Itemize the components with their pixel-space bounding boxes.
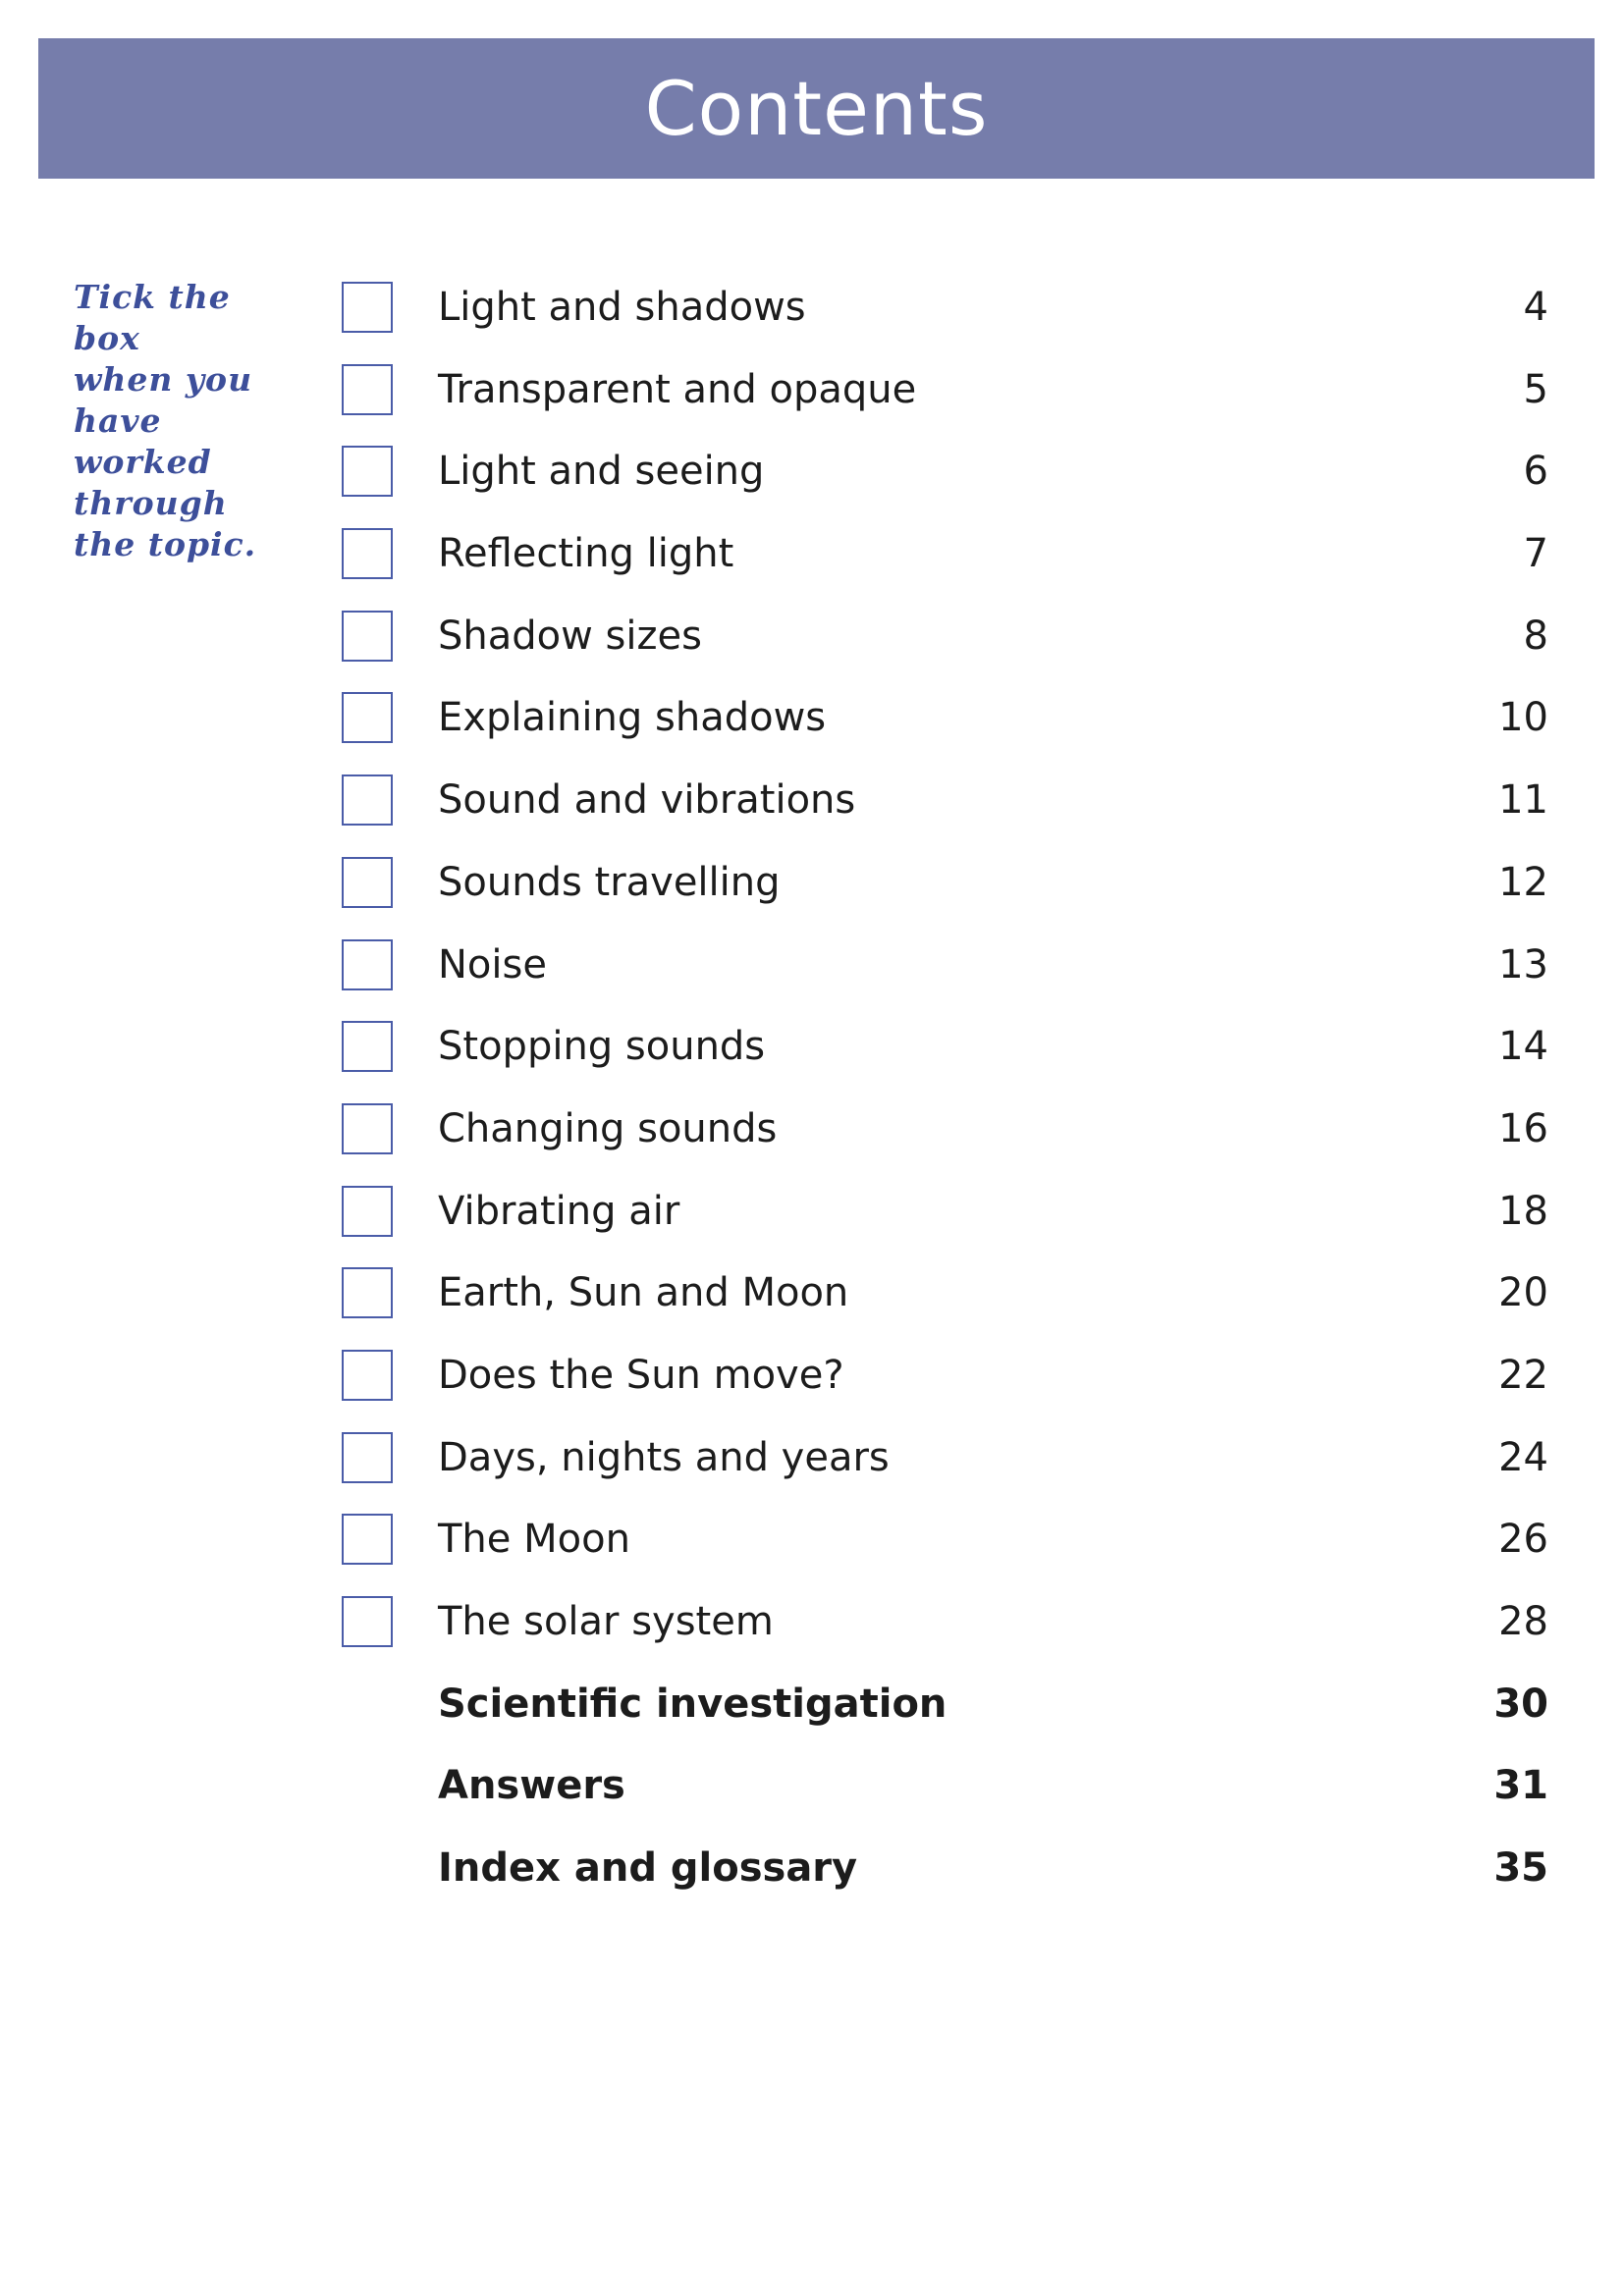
- tick-checkbox[interactable]: [342, 1021, 393, 1072]
- tick-checkbox[interactable]: [342, 446, 393, 497]
- page-number: 35: [1493, 1845, 1548, 1892]
- page-number: 22: [1498, 1352, 1548, 1398]
- topic-title: Sounds travelling: [438, 859, 781, 905]
- page-number: 11: [1498, 777, 1548, 824]
- page-number: 31: [1493, 1763, 1548, 1809]
- section-title: Scientific investigation: [438, 1681, 947, 1727]
- topic-title: Reflecting light: [438, 531, 734, 577]
- page-number: 16: [1498, 1105, 1548, 1151]
- tick-checkbox[interactable]: [342, 611, 393, 662]
- tick-checkbox[interactable]: [342, 282, 393, 333]
- page-number: 5: [1523, 366, 1548, 412]
- page-number: 24: [1498, 1434, 1548, 1480]
- page-number: 7: [1523, 531, 1548, 577]
- topic-title: Does the Sun move?: [438, 1352, 844, 1398]
- toc-row: [0, 774, 1624, 857]
- toc-row: [0, 1186, 1624, 1268]
- page-title: Contents: [644, 65, 989, 152]
- section-title: Index and glossary: [438, 1845, 858, 1892]
- page-number: 28: [1498, 1599, 1548, 1644]
- toc-row: [0, 1596, 1624, 1679]
- topic-title: Changing sounds: [438, 1105, 778, 1151]
- topic-title: Light and shadows: [438, 285, 806, 330]
- topic-title: Earth, Sun and Moon: [438, 1270, 849, 1316]
- topic-title: Vibrating air: [438, 1188, 680, 1234]
- tick-checkbox[interactable]: [342, 1596, 393, 1647]
- topic-title: Stopping sounds: [438, 1024, 766, 1070]
- page-number: 26: [1498, 1517, 1548, 1563]
- toc-row: [0, 692, 1624, 774]
- toc-row: [0, 364, 1624, 447]
- toc-row: [0, 1432, 1624, 1515]
- page-number: 18: [1498, 1188, 1548, 1234]
- tick-instruction-line: through: [74, 484, 228, 522]
- page-number: 20: [1498, 1270, 1548, 1316]
- toc-row-extra: [0, 1842, 1624, 1925]
- contents-header: [38, 38, 1595, 179]
- toc-row: [0, 282, 1624, 364]
- toc-row: [0, 1021, 1624, 1103]
- topic-title: Transparent and opaque: [438, 366, 917, 412]
- tick-checkbox[interactable]: [342, 528, 393, 579]
- tick-checkbox[interactable]: [342, 774, 393, 826]
- toc-row: [0, 446, 1624, 528]
- toc-row: [0, 1350, 1624, 1432]
- toc-row: [0, 528, 1624, 611]
- page-number: 4: [1523, 285, 1548, 330]
- tick-checkbox[interactable]: [342, 1432, 393, 1483]
- page-number: 13: [1498, 941, 1548, 988]
- tick-instruction-line: Tick the box: [74, 278, 231, 357]
- page-number: 30: [1493, 1681, 1548, 1727]
- page-number: 6: [1523, 449, 1548, 495]
- topic-title: Explaining shadows: [438, 695, 827, 741]
- topic-title: Light and seeing: [438, 449, 765, 495]
- topic-title: The solar system: [438, 1599, 774, 1644]
- page-number: 10: [1498, 695, 1548, 741]
- tick-checkbox[interactable]: [342, 364, 393, 415]
- toc-row: [0, 939, 1624, 1022]
- tick-checkbox[interactable]: [342, 1186, 393, 1237]
- tick-instruction-line: when you: [74, 360, 253, 399]
- tick-checkbox[interactable]: [342, 1267, 393, 1318]
- tick-checkbox[interactable]: [342, 857, 393, 908]
- section-title: Answers: [438, 1763, 625, 1809]
- toc-row-extra: [0, 1679, 1624, 1761]
- toc-row: [0, 1514, 1624, 1596]
- toc-row: [0, 611, 1624, 693]
- page-number: 14: [1498, 1024, 1548, 1070]
- tick-checkbox[interactable]: [342, 692, 393, 743]
- toc-row: [0, 1103, 1624, 1186]
- tick-instruction-line: the topic.: [74, 525, 257, 563]
- topic-title: The Moon: [438, 1517, 630, 1563]
- page-number: 8: [1523, 613, 1548, 659]
- toc-row: [0, 1267, 1624, 1350]
- contents-list: [0, 282, 1624, 1925]
- toc-row: [0, 857, 1624, 939]
- tick-checkbox[interactable]: [342, 1514, 393, 1565]
- toc-row-extra: [0, 1760, 1624, 1842]
- topic-title: Noise: [438, 941, 547, 988]
- tick-checkbox[interactable]: [342, 1103, 393, 1154]
- topic-title: Days, nights and years: [438, 1434, 890, 1480]
- page-number: 12: [1498, 859, 1548, 905]
- topic-title: Shadow sizes: [438, 613, 702, 659]
- topic-title: Sound and vibrations: [438, 777, 856, 824]
- tick-instruction-line: have worked: [74, 401, 212, 481]
- tick-checkbox[interactable]: [342, 1350, 393, 1401]
- tick-checkbox[interactable]: [342, 939, 393, 990]
